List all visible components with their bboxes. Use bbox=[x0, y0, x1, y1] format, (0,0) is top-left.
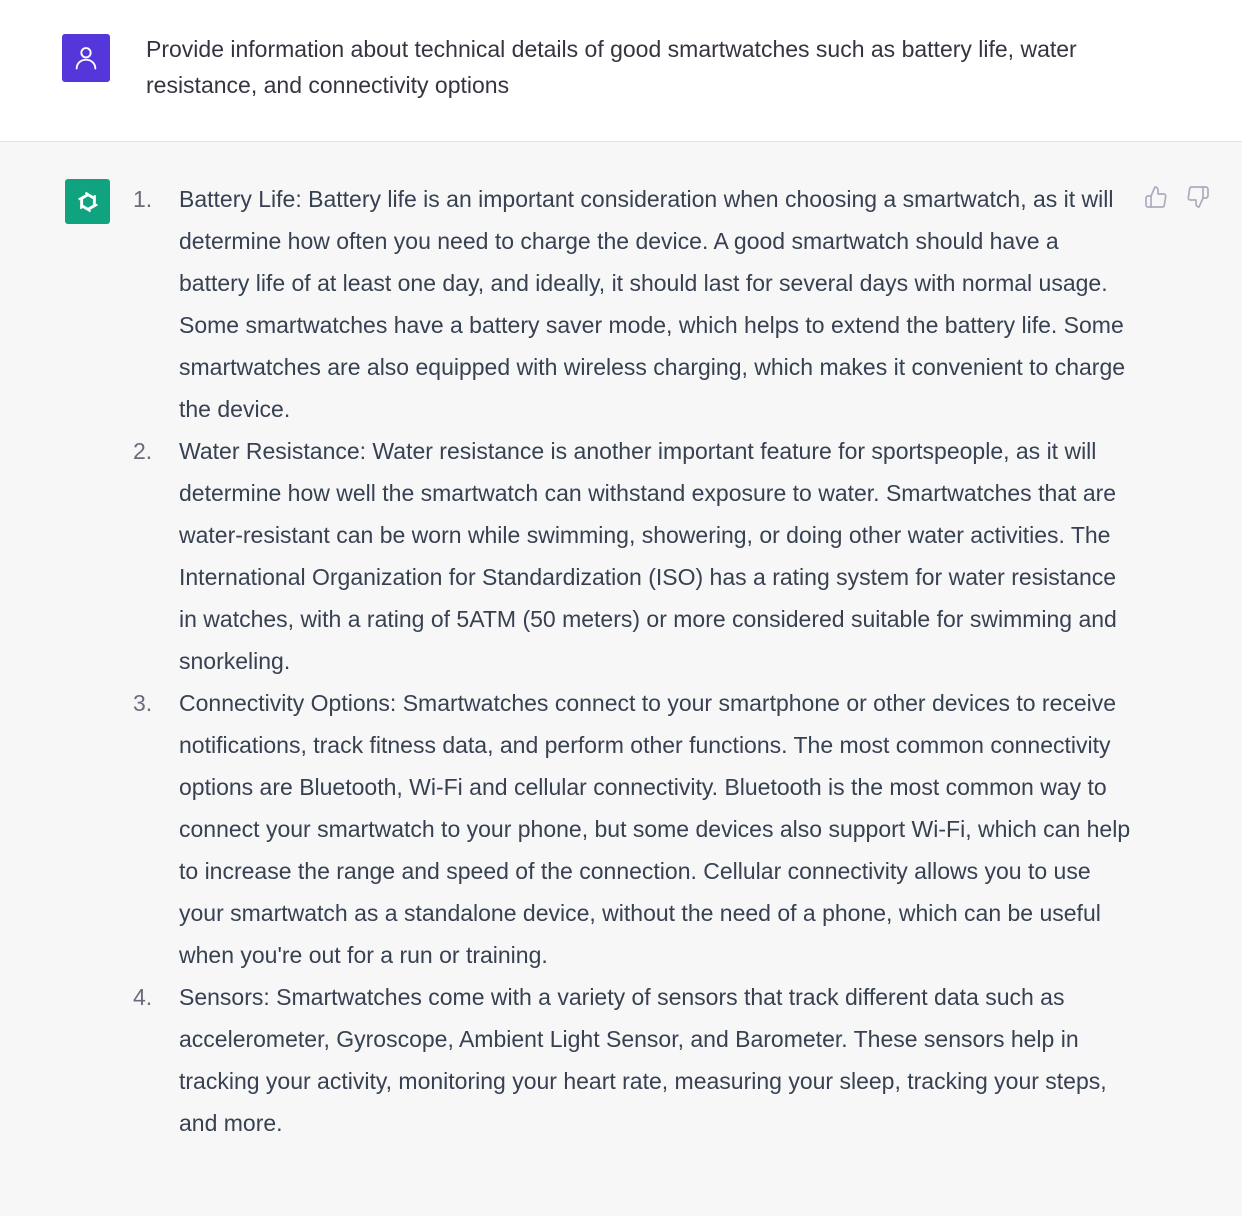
answer-list bbox=[133, 178, 1134, 1144]
user-message-row bbox=[0, 0, 1242, 142]
list-item-text: Water Resistance: Water resistance is another important feature for sportspeople, as it will determine how well the smartwatch can withstand exposure to water. Smartwatches that are water-resistant can be worn while swimming, showering, or doing other water activities. The International Organization for Standardization (ISO) has a rating system for water resistance in watches, with a rating of 5ATM (50 meters) or more considered suitable for swimming and snorkeling. bbox=[179, 438, 1117, 674]
openai-logo-icon bbox=[71, 185, 105, 219]
assistant-message-row bbox=[0, 142, 1242, 1215]
list-item-text: Battery Life: Battery life is an important consideration when choosing a smartwatch, as it will determine how often you need to charge the device. A good smartwatch should have a battery life of at least one day, and ideally, it should last for several days with normal usage. Some smartwatches have a battery saver mode, which helps to extend the battery life. Some smartwatches are also equipped with wireless charging, which makes it convenient to charge the device. bbox=[179, 186, 1126, 422]
user-icon bbox=[72, 44, 100, 72]
list-item-number: 1. bbox=[133, 186, 153, 212]
list-item bbox=[133, 976, 1134, 1144]
thumbs-up-icon bbox=[1144, 185, 1168, 209]
thumbs-up-button[interactable] bbox=[1143, 184, 1169, 210]
list-item-number: 4. bbox=[133, 984, 153, 1010]
thumbs-down-icon bbox=[1186, 185, 1210, 209]
list-item-number: 3. bbox=[133, 690, 153, 716]
list-item bbox=[133, 430, 1134, 682]
list-item bbox=[133, 178, 1134, 430]
list-item-number: 2. bbox=[133, 438, 153, 464]
list-item bbox=[133, 682, 1134, 976]
list-item-text: Connectivity Options: Smartwatches connect to your smartphone or other devices to receive notifications, track fitness data, and perform other functions. The most common connectivity options are Bluetooth, Wi-Fi and cellular connectivity. Bluetooth is the most common way to connect your smartwatch to your phone, but some devices also support Wi-Fi, which can help to increase the range and speed of the connection. Cellular connectivity allows you to use your smartwatch as a standalone device, without the need of a phone, which can be useful when you're out for a run or training. bbox=[179, 690, 1131, 968]
thumbs-down-button[interactable] bbox=[1185, 184, 1211, 210]
user-avatar bbox=[62, 34, 110, 82]
assistant-avatar bbox=[65, 179, 110, 224]
user-message-text: Provide information about technical details of good smartwatches such as battery life, water resistance, and connectivity options bbox=[146, 36, 1077, 98]
list-item-text: Sensors: Smartwatches come with a variety of sensors that track different data such as accelerometer, Gyroscope, Ambient Light Sensor, and Barometer. These sensors help in tracking your activity, monitoring your heart rate, measuring your sleep, tracking your steps, and more. bbox=[179, 984, 1107, 1136]
